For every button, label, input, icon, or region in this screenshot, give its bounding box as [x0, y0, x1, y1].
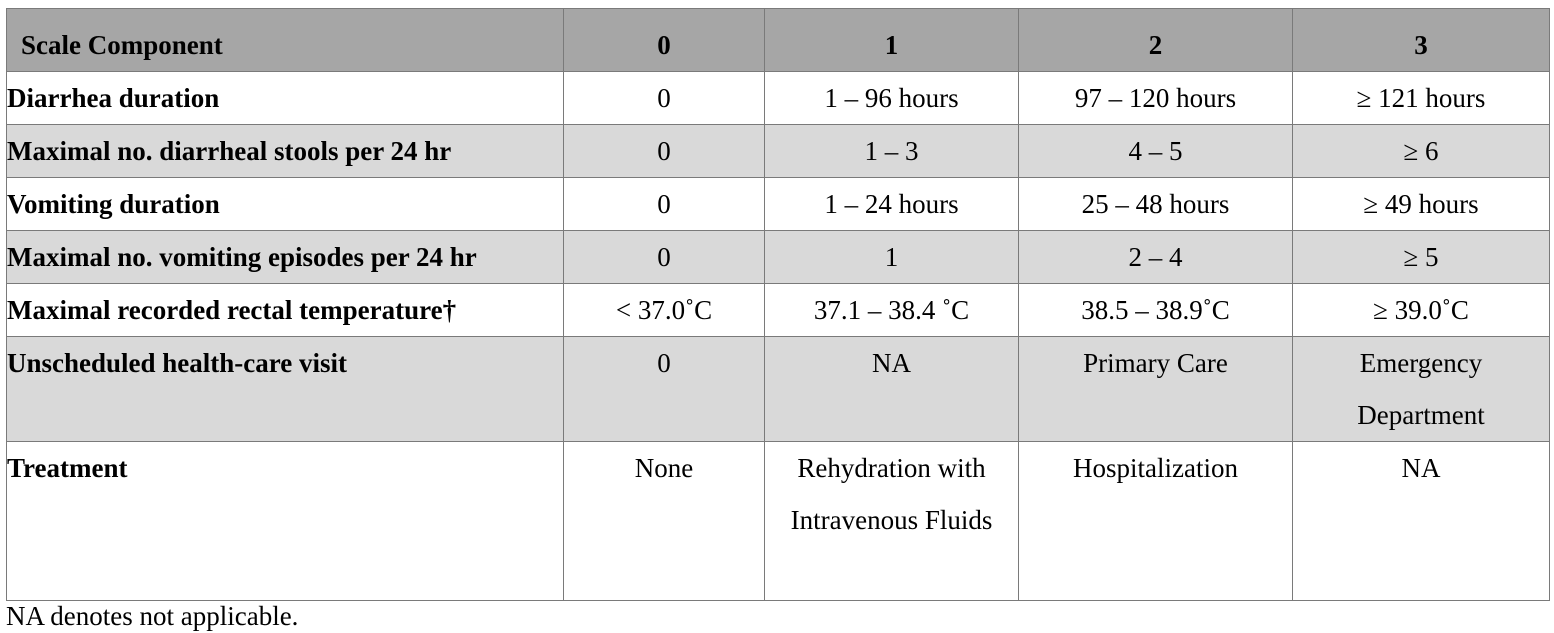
cell-level-1: 1	[765, 231, 1019, 284]
header-level-1: 1	[765, 9, 1019, 72]
row-label: Maximal no. diarrheal stools per 24 hr	[7, 125, 564, 178]
footnote: NA denotes not applicable.	[6, 601, 299, 631]
cell-level-0: 0	[564, 231, 765, 284]
cell-level-2: 97 – 120 hours	[1019, 72, 1293, 125]
cell-level-2: 38.5 – 38.9˚C	[1019, 284, 1293, 337]
table-row	[7, 337, 1550, 442]
cell-level-3: ≥ 49 hours	[1293, 178, 1550, 231]
table-row	[7, 284, 1550, 337]
table-row	[7, 442, 1550, 601]
cell-level-0: 0	[564, 72, 765, 125]
table-row	[7, 125, 1550, 178]
cell-level-1: 1 – 3	[765, 125, 1019, 178]
row-label: Vomiting duration	[7, 178, 564, 231]
cell-level-0: 0	[564, 337, 765, 442]
cell-level-3: ≥ 39.0˚C	[1293, 284, 1550, 337]
table-row	[7, 72, 1550, 125]
header-level-2: 2	[1019, 9, 1293, 72]
row-label: Maximal recorded rectal temperature†	[7, 284, 564, 337]
cell-level-2: Hospitalization	[1019, 442, 1293, 601]
cell-level-1: 37.1 – 38.4 ˚C	[765, 284, 1019, 337]
cell-level-3: ≥ 121 hours	[1293, 72, 1550, 125]
header-level-0: 0	[564, 9, 765, 72]
vesikari-scale-table	[6, 8, 1550, 601]
cell-level-1: NA	[765, 337, 1019, 442]
header-scale-component: Scale Component	[7, 9, 564, 72]
cell-level-2: 2 – 4	[1019, 231, 1293, 284]
cell-level-0: None	[564, 442, 765, 601]
cell-level-1: Rehydration with Intravenous Fluids	[765, 442, 1019, 601]
header-row	[7, 9, 1550, 72]
cell-level-2: 25 – 48 hours	[1019, 178, 1293, 231]
cell-level-3: ≥ 5	[1293, 231, 1550, 284]
table-row	[7, 231, 1550, 284]
cell-level-3: NA	[1293, 442, 1550, 601]
cell-level-0: 0	[564, 125, 765, 178]
row-label: Treatment	[7, 442, 564, 601]
cell-level-3: ≥ 6	[1293, 125, 1550, 178]
cell-level-0: < 37.0˚C	[564, 284, 765, 337]
row-label: Unscheduled health-care visit	[7, 337, 564, 442]
cell-level-3: Emergency Department	[1293, 337, 1550, 442]
cell-level-2: Primary Care	[1019, 337, 1293, 442]
table-row	[7, 178, 1550, 231]
cell-level-2: 4 – 5	[1019, 125, 1293, 178]
cell-level-0: 0	[564, 178, 765, 231]
row-label: Maximal no. vomiting episodes per 24 hr	[7, 231, 564, 284]
cell-level-1: 1 – 24 hours	[765, 178, 1019, 231]
row-label: Diarrhea duration	[7, 72, 564, 125]
cell-level-1: 1 – 96 hours	[765, 72, 1019, 125]
header-level-3: 3	[1293, 9, 1550, 72]
